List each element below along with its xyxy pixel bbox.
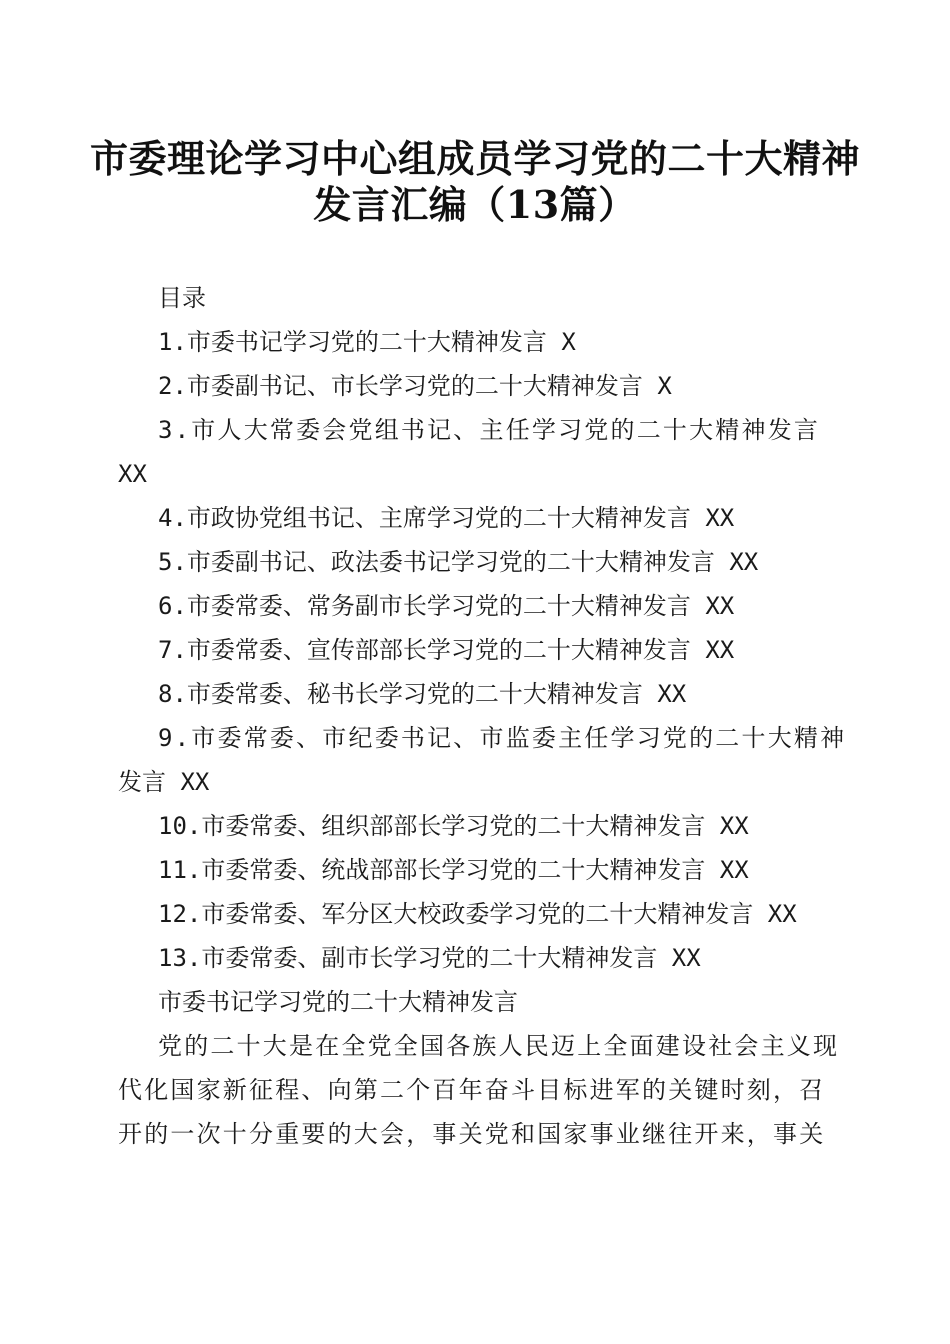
section-heading: 市委书记学习党的二十大精神发言: [158, 988, 518, 1016]
document-title-line-1: 市委理论学习中心组成员学习党的二十大精神: [89, 136, 860, 181]
toc-item: 13.市委常委、副市长学习党的二十大精神发言 XX: [158, 944, 701, 972]
toc-item: 6.市委常委、常务副市长学习党的二十大精神发言 XX: [158, 592, 735, 620]
toc-item: 2.市委副书记、市长学习党的二十大精神发言 X: [158, 372, 672, 400]
toc-item: 8.市委常委、秘书长学习党的二十大精神发言 XX: [158, 680, 687, 708]
toc-heading: 目录: [158, 284, 206, 312]
toc-item: 10.市委常委、组织部部长学习党的二十大精神发言 XX: [158, 812, 749, 840]
toc-item: 12.市委常委、军分区大校政委学习党的二十大精神发言 XX: [158, 900, 797, 928]
toc-item: 1.市委书记学习党的二十大精神发言 X: [158, 328, 576, 356]
toc-item: 11.市委常委、统战部部长学习党的二十大精神发言 XX: [158, 856, 749, 884]
toc-item: 5.市委副书记、政法委书记学习党的二十大精神发言 XX: [158, 548, 759, 576]
toc-item: 4.市政协党组书记、主席学习党的二十大精神发言 XX: [158, 504, 735, 532]
toc-item-continuation: XX: [118, 460, 147, 488]
paragraph-line: 代化国家新征程、向第二个百年奋斗目标进军的关键时刻，召: [118, 1076, 826, 1104]
toc-item-continuation: 发言 XX: [118, 768, 210, 796]
document-title-line-2: 发言汇编（13篇）: [313, 182, 637, 227]
paragraph-line: 党的二十大是在全党全国各族人民迈上全面建设社会主义现: [158, 1032, 840, 1060]
toc-item: 7.市委常委、宣传部部长学习党的二十大精神发言 XX: [158, 636, 735, 664]
paragraph-line: 开的一次十分重要的大会，事关党和国家事业继往开来，事关: [118, 1120, 826, 1148]
toc-item: 3.市人大常委会党组书记、主任学习党的二十大精神发言: [158, 416, 821, 444]
toc-item: 9.市委常委、市纪委书记、市监委主任学习党的二十大精神: [158, 724, 847, 752]
